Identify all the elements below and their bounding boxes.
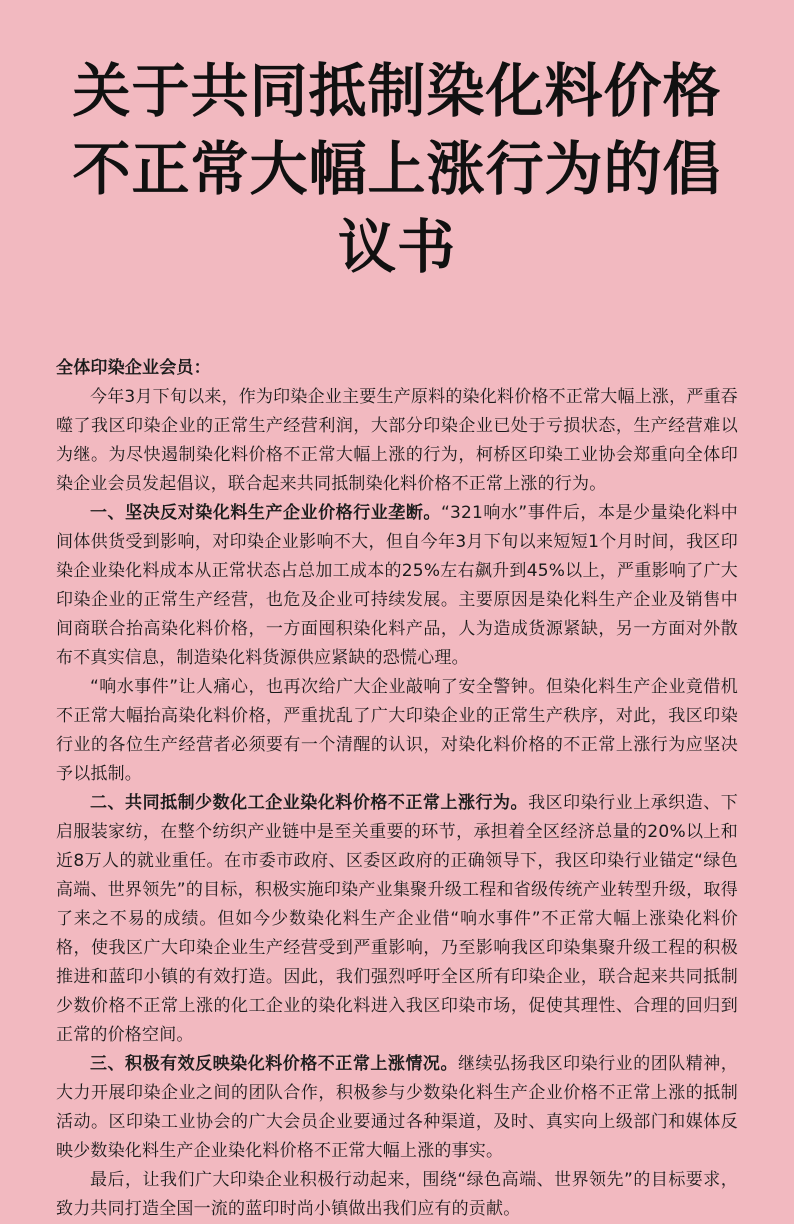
paragraph-text: “321响水”事件后，本是少量染化料中间体供货受到影响，对印染企业影响不大，但自今年3月下旬以来短短1个月时间，我区印染企业染化料成本从正常状态占总加工成本的25%左右飙升到45%以上，严重影响了广大印染企业的正常生产经营，也危及企业可持续发展。主要原因是染化料生产企业及销售中间商联合抬高染化料价格，一方面囤积染化料产品，人为造成货源紧缺，另一方面对外散布不真实信息，制造染化料货源供应紧缺的恐慌心理。 bbox=[56, 503, 738, 668]
paragraph-text: 今年3月下旬以来，作为印染企业主要生产原料的染化料价格不正常大幅上涨，严重吞噬了我区印染企业的正常生产经营利润，大部分印染企业已处于亏损状态，生产经营难以为继。为尽快遏制染化料价格不正常大幅上涨的行为，柯桥区印染工业协会郑重向全体印染企业会员发起倡议，联合起来共同抵制染化料价格不正常上涨的行为。 bbox=[56, 387, 738, 494]
document-body bbox=[56, 354, 738, 1224]
paragraph-point-1-continued bbox=[56, 673, 738, 789]
paragraph-point-3 bbox=[56, 1050, 738, 1166]
paragraph-text: 我区印染行业上承织造、下启服装家纺，在整个纺织产业链中是至关重要的环节，承担着全区经济总量的20%以上和近8万人的就业重任。在市委市政府、区委区政府的正确领导下，我区印染行业锚定“绿色高端、世界领先”的目标，积极实施印染产业集聚升级工程和省级传统产业转型升级，取得了来之不易的成绩。但如今少数染化料生产企业借“响水事件”不正常大幅上涨染化料价格，使我区广大印染企业生产经营受到严重影响，乃至影响我区印染集聚升级工程的积极推进和蓝印小镇的有效打造。因此，我们强烈呼吁全区所有印染企业，联合起来共同抵制少数价格不正常上涨的化工企业的染化料进入我区印染市场，促使其理性、合理的回归到正常的价格空间。 bbox=[56, 793, 739, 1045]
paragraph-point-1 bbox=[56, 499, 738, 673]
paragraph-text: “响水事件”让人痛心，也再次给广大企业敲响了安全警钟。但染化料生产企业竟借机不正常大幅抬高染化料价格，严重扰乱了广大印染企业的正常生产秩序，对此，我区印染行业的各位生产经营者必须要有一个清醒的认识，对染化料价格的不正常上涨行为应坚决予以抵制。 bbox=[56, 677, 738, 784]
paragraph-point-2 bbox=[56, 789, 738, 1050]
section-heading-3: 三、积极有效反映染化料价格不正常上涨情况。 bbox=[90, 1054, 458, 1074]
title-line-1: 关于共同抵制染化料价格 bbox=[72, 57, 722, 125]
document-title bbox=[56, 52, 738, 286]
section-heading-2: 二、共同抵制少数化工企业染化料价格不正常上涨行为。 bbox=[90, 793, 529, 813]
section-heading-1: 一、坚决反对染化料生产企业价格行业垄断。 bbox=[90, 503, 441, 523]
paragraph-intro bbox=[56, 383, 738, 499]
salutation: 全体印染企业会员： bbox=[56, 358, 211, 378]
title-line-2: 不正常大幅上涨行为的倡议书 bbox=[72, 135, 722, 281]
paragraph-closing bbox=[56, 1166, 738, 1224]
paragraph-text: 最后，让我们广大印染企业积极行动起来，围绕“绿色高端、世界领先”的目标要求，致力共同打造全国一流的蓝印时尚小镇做出我们应有的贡献。 bbox=[56, 1170, 738, 1219]
paragraph-text: 继续弘扬我区印染行业的团队精神，大力开展印染企业之间的团队合作，积极参与少数染化料生产企业价格不正常上涨的抵制活动。区印染工业协会的广大会员企业要通过各种渠道，及时、真实向上级部门和媒体反映少数染化料生产企业染化料价格不正常大幅上涨的事实。 bbox=[56, 1054, 738, 1161]
